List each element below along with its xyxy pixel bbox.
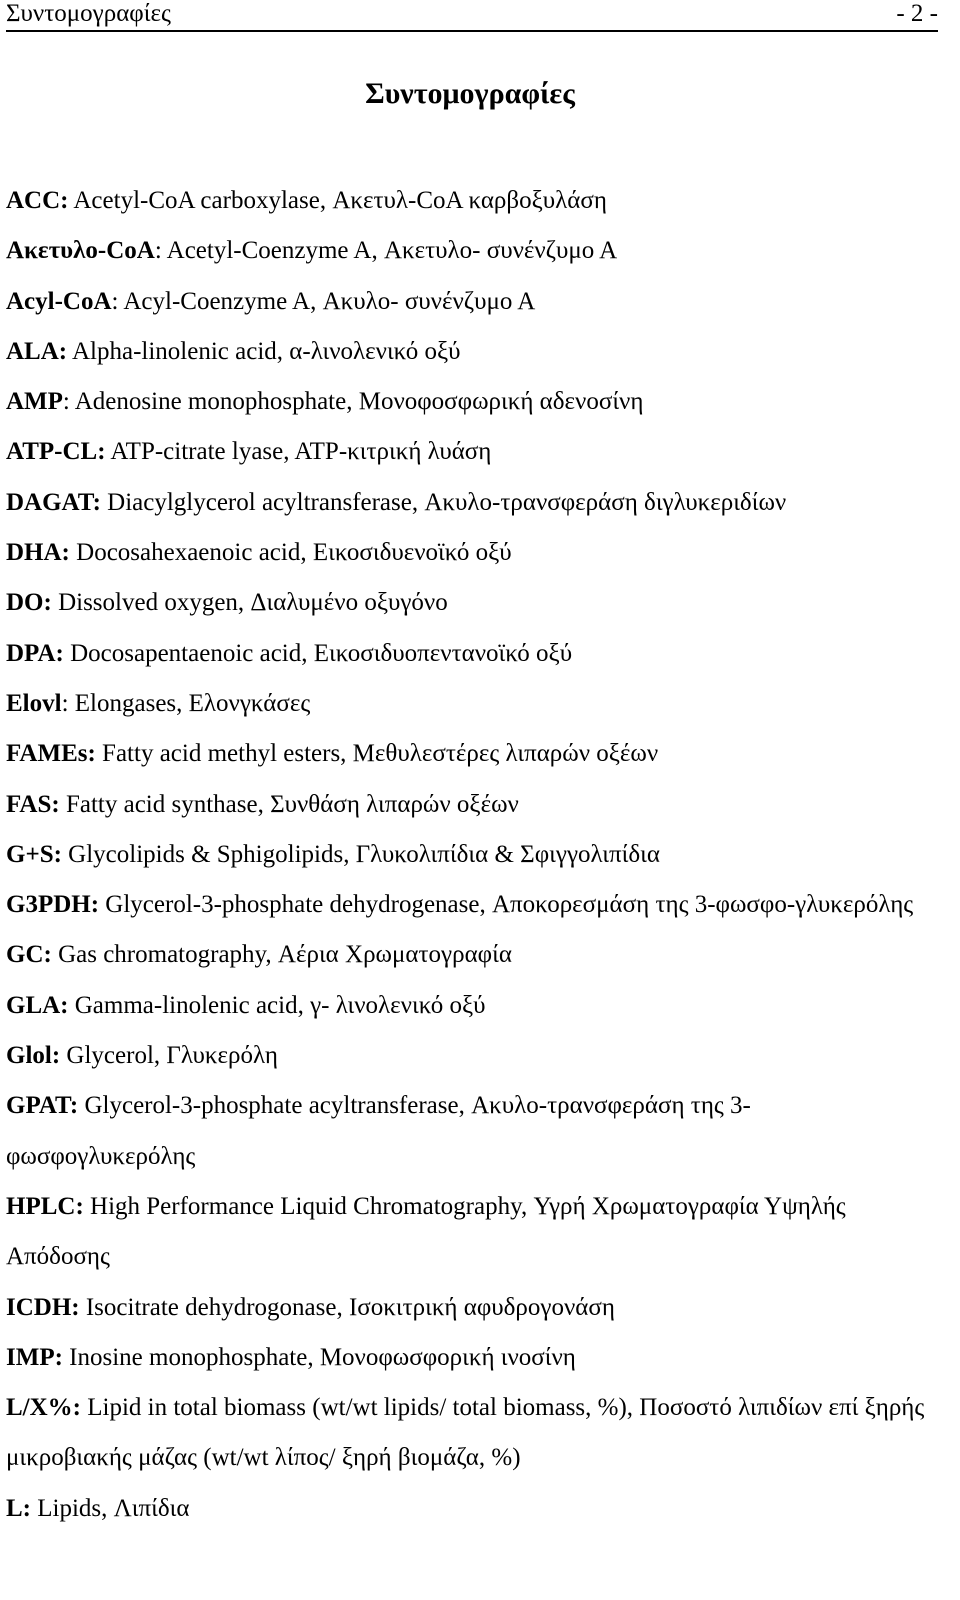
abbreviation-definition: Glycolipids & Sphigolipids, Γλυκολιπίδια & Σφιγγολιπίδια: [61, 840, 660, 868]
abbreviation-entry: [6, 679, 936, 729]
abbreviation-list: [6, 176, 936, 1534]
abbreviation-entry: [6, 528, 936, 578]
abbreviation-definition: Gas chromatography, Αέρια Χρωματογραφία: [51, 941, 512, 969]
abbreviation-entry: [6, 729, 936, 779]
abbreviation-term: HPLC:: [6, 1192, 84, 1220]
abbreviation-term: Glol:: [6, 1042, 61, 1070]
abbreviation-definition: Docosahexaenoic acid, Εικοσιδυενοϊκό οξύ: [69, 539, 512, 567]
abbreviation-definition: : Elongases, Ελονγκάσες: [61, 689, 311, 717]
running-title: Συντομογραφίες: [6, 0, 171, 27]
abbreviation-definition: Dissolved oxygen, Διαλυμένο οξυγόνο: [51, 589, 448, 617]
abbreviation-term: GPAT:: [6, 1092, 79, 1120]
page-header: [6, 0, 938, 32]
abbreviation-entry: [6, 1283, 936, 1333]
abbreviation-entry: [6, 427, 936, 477]
abbreviation-entry: [6, 578, 936, 628]
abbreviation-entry: [6, 478, 936, 528]
abbreviation-entry: [6, 880, 936, 930]
abbreviation-definition: Fatty acid synthase, Συνθάση λιπαρών οξέων: [59, 790, 519, 818]
abbreviation-term: ALA:: [6, 337, 68, 365]
abbreviation-term: Acyl-CoA: [6, 287, 112, 315]
abbreviation-term: Elovl: [6, 689, 62, 717]
abbreviation-term: G3PDH:: [6, 891, 100, 919]
abbreviation-entry: [6, 1031, 936, 1081]
abbreviation-definition: : Acetyl-Coenzyme A, Ακετυλο- συνένζυμο Α: [154, 237, 618, 265]
abbreviation-entry: [6, 1333, 936, 1383]
abbreviation-entry: [6, 981, 936, 1031]
abbreviation-definition: Isocitrate dehydrogonase, Ισοκιτρική αφυδρογονάση: [79, 1293, 615, 1321]
abbreviation-definition: Glycerol-3-phosphate dehydrogenase, Αποκορεσμάση της 3-φωσφο-γλυκερόλης: [99, 891, 914, 919]
abbreviation-entry: [6, 1081, 936, 1182]
abbreviation-term: G+S:: [6, 840, 62, 868]
abbreviation-entry: [6, 1383, 936, 1484]
abbreviation-entry: [6, 930, 936, 980]
abbreviation-entry: [6, 377, 936, 427]
abbreviation-entry: [6, 780, 936, 830]
abbreviation-definition: Diacylglycerol acyltransferase, Ακυλο-τρανσφεράση διγλυκεριδίων: [100, 488, 787, 516]
abbreviation-definition: ATP-citrate lyase, ATP-κιτρική λυάση: [105, 438, 492, 466]
abbreviation-term: GC:: [6, 941, 52, 969]
abbreviation-term: ATP-CL:: [6, 438, 106, 466]
abbreviation-definition: Lipid in total biomass (wt/wt lipids/ total biomass, %), Ποσοστό λιπιδίων επί ξηρής μικροβιακής μάζας (wt/wt λίπος/ ξηρή βιομάζα, %): [6, 1394, 925, 1472]
abbreviation-definition: Acetyl-CoA carboxylase, Ακετυλ-CoA καρβοξυλάση: [68, 187, 607, 214]
abbreviation-definition: High Performance Liquid Chromatography, Υγρή Χρωματογραφία Υψηλής Απόδοσης: [6, 1192, 846, 1271]
abbreviation-definition: Lipids, Λιπίδια: [31, 1494, 190, 1522]
abbreviation-term: FAS:: [6, 790, 60, 818]
abbreviation-entry: [6, 830, 936, 880]
abbreviation-entry: [6, 327, 936, 377]
abbreviation-term: GLA:: [6, 991, 69, 1019]
abbreviation-definition: Docosapentaenoic acid, Εικοσιδυοπεντανοϊκό οξύ: [63, 639, 573, 667]
abbreviation-term: DPA:: [6, 639, 64, 667]
abbreviation-term: DAGAT:: [6, 488, 101, 516]
abbreviation-term: L:: [6, 1494, 31, 1522]
abbreviation-definition: : Adenosine monophosphate, Μονοφοσφωρική αδενοσίνη: [62, 388, 644, 416]
page-number: - 2 -: [896, 0, 938, 27]
abbreviation-definition: Glycerol, Γλυκερόλη: [60, 1042, 278, 1070]
abbreviation-term: Ακετυλο-CoA: [6, 237, 155, 265]
abbreviation-term: L/X%:: [6, 1394, 81, 1422]
abbreviation-term: ICDH:: [6, 1293, 80, 1321]
abbreviation-term: ACC:: [6, 187, 69, 214]
abbreviation-term: AMP: [6, 388, 63, 416]
abbreviation-definition: Inosine monophosphate, Μονοφωσφορική ινοσίνη: [62, 1343, 576, 1371]
abbreviation-definition: Gamma-linolenic acid, γ- λινολενικό οξύ: [68, 991, 486, 1019]
abbreviation-term: FAMEs:: [6, 740, 96, 768]
abbreviation-entry: [6, 176, 936, 226]
abbreviation-definition: Alpha-linolenic acid, α-λινολενικό οξύ: [67, 337, 461, 365]
abbreviation-definition: Fatty acid methyl esters, Μεθυλεστέρες λιπαρών οξέων: [95, 740, 659, 768]
abbreviation-entry: [6, 277, 936, 327]
abbreviation-entry: [6, 226, 936, 276]
abbreviation-entry: [6, 1484, 936, 1534]
abbreviation-term: DHA:: [6, 539, 70, 567]
abbreviation-entry: [6, 629, 936, 679]
abbreviation-entry: [6, 1182, 936, 1283]
abbreviation-term: DO:: [6, 589, 52, 617]
abbreviation-term: IMP:: [6, 1343, 63, 1371]
page-title: Συντομογραφίες: [365, 77, 575, 110]
abbreviation-definition: Glycerol-3-phosphate acyltransferase, Ακυλο-τρανσφεράση της 3-φωσφογλυκερόλης: [6, 1092, 751, 1170]
abbreviation-definition: : Acyl-Coenzyme A, Ακυλο- συνένζυμο Α: [111, 287, 536, 315]
